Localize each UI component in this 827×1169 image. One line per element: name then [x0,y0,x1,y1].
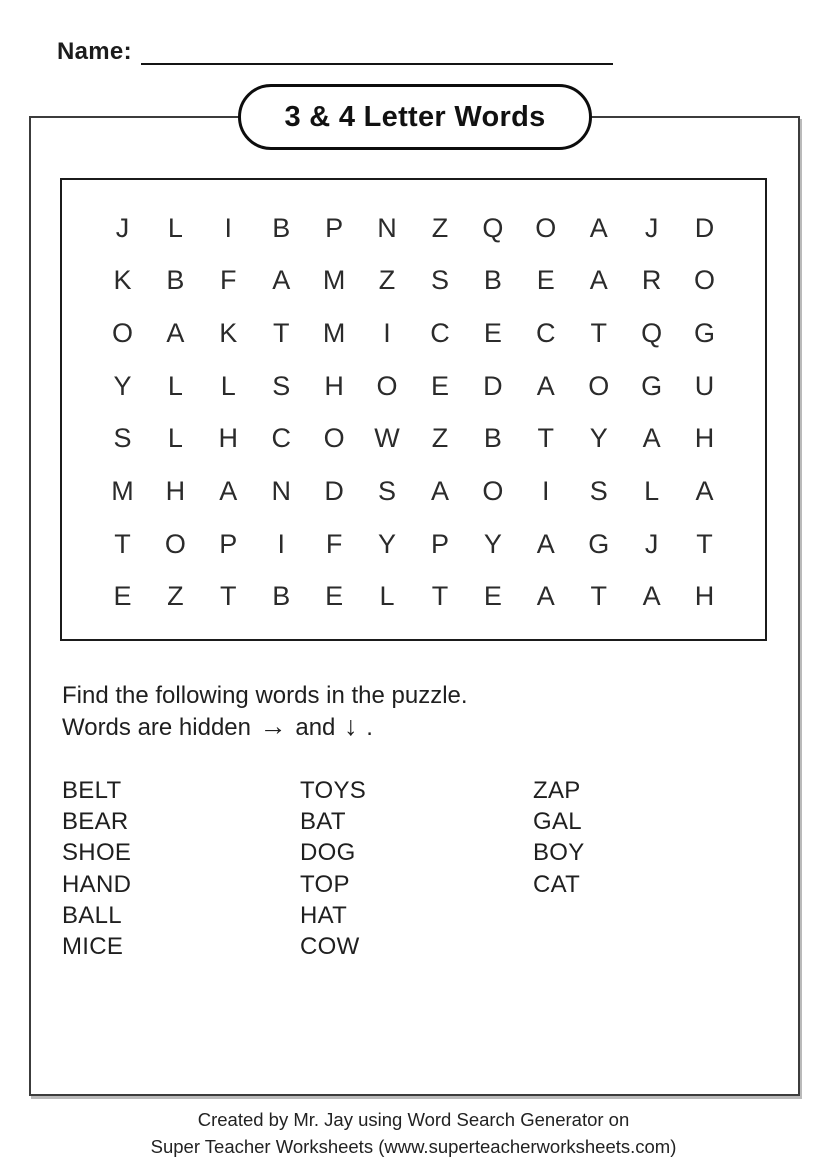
grid-letter: Y [589,423,608,454]
instructions-line2 [62,711,468,743]
grid-letter: M [111,475,134,506]
grid-letter: E [113,581,132,612]
grid-letter: N [377,212,397,243]
grid-letter: E [483,581,502,612]
word-item: TOYS [300,777,367,804]
grid-letter: S [378,475,397,506]
grid-letter: H [694,581,715,612]
grid-letter: F [325,528,343,559]
name-blank-line [141,63,613,65]
instructions-line2-text: Words are hidden [62,714,251,741]
down-arrow-icon: ↓ [344,711,358,741]
grid-letter: E [483,318,502,349]
page-title: 3 & 4 Letter Words [284,100,546,133]
grid-letter: Y [378,528,397,559]
grid-letter: A [642,423,661,454]
grid-letter: B [272,581,291,612]
grid-letter: K [219,318,238,349]
grid-letter: B [483,423,502,454]
grid-letter: M [322,318,346,349]
grid-letter: Y [113,370,132,401]
grid-letter: E [536,265,555,296]
word-item: COW [300,933,360,961]
grid-letter: I [383,318,391,349]
name-label: Name: [57,38,132,65]
grid-letter: S [430,265,449,296]
grid-letter: Q [482,212,504,243]
grid-letter: Q [641,318,663,349]
grid-letter: P [219,528,238,559]
word-item: HAND [62,870,132,898]
grid-letter: P [325,212,344,243]
grid-letter: B [483,265,502,296]
grid-letter: T [590,581,607,612]
grid-letter: I [224,212,233,243]
grid-letter: T [220,581,237,612]
grid-letter: A [430,475,449,506]
grid-letter: L [220,370,236,401]
grid-letter: L [644,475,660,506]
footer-line2: Super Teacher Worksheets (www.superteacherworksheets.com) [150,1136,677,1157]
grid-letter: T [590,318,607,349]
grid-letter: O [376,370,398,401]
word-item: TOP [300,870,350,898]
grid-letter: P [430,528,449,559]
word-column [300,775,533,962]
right-arrow-icon: → [259,711,287,741]
grid-letter: O [323,423,345,454]
puzzle-box [60,178,767,641]
grid-letter: A [166,318,185,349]
grid-letter: U [694,370,715,401]
grid-letter: M [322,265,346,296]
instructions [62,680,468,743]
grid-letter: L [167,370,183,401]
instructions-line1: Find the following words in the puzzle. [62,682,468,709]
grid-letter: T [537,423,555,454]
grid-letter: Z [431,212,449,243]
grid-letter: Z [167,581,184,612]
grid-letter: R [641,265,662,296]
grid-letter: C [271,423,291,454]
grid-letter: Y [483,528,502,559]
grid-letter: W [374,423,400,454]
instructions-and-text: and [295,714,336,741]
grid-letter: O [482,475,504,506]
word-column [62,775,300,962]
word-item: HAT [300,901,348,929]
grid-letter: C [430,318,450,349]
grid-letter: D [694,212,715,243]
title-pill [238,84,592,150]
grid-letter: A [589,265,608,296]
grid-letter: L [167,423,183,454]
grid-letter: N [271,475,291,506]
grid-letter: O [535,212,557,243]
grid-letter: A [536,581,555,612]
grid-letter: Z [431,423,449,454]
grid-letter: A [272,265,291,296]
grid-letter: E [325,581,344,612]
grid-letter: A [589,212,608,243]
grid-letter: H [324,370,344,401]
grid-letter: O [111,318,133,349]
grid-letter: B [272,212,291,243]
grid-letter: A [536,370,555,401]
grid-letter: O [588,370,610,401]
grid-letter: Z [378,265,396,296]
grid-letter: T [431,581,449,612]
grid-letter: A [536,528,555,559]
grid-letter: S [589,475,608,506]
footer [0,1106,827,1160]
grid-letter: D [483,370,503,401]
word-item: SHOE [62,839,132,867]
grid-letter: O [164,528,186,559]
word-item: BELT [62,777,122,804]
grid-letter: D [324,475,344,506]
grid-letter: T [696,528,713,559]
grid-letter: C [536,318,556,349]
word-item: GAL [533,808,582,836]
grid-letter: I [277,528,285,559]
word-item: BAT [300,808,346,836]
grid-letter: O [694,265,716,296]
grid-letter: H [694,423,715,454]
grid-letter: E [430,370,449,401]
word-item: DOG [300,839,356,867]
word-item: BOY [533,839,585,867]
grid-letter: J [115,212,130,243]
instructions-period: . [366,714,373,741]
grid-letter: L [379,581,395,612]
name-row [57,38,613,66]
grid-letter: T [114,528,131,559]
grid-letter: G [641,370,663,401]
grid-letter: A [219,475,238,506]
grid-letter: I [542,475,550,506]
grid-letter: L [167,212,183,243]
grid-letter: F [220,265,237,296]
word-item: MICE [62,933,124,961]
grid-letter: T [272,318,290,349]
footer-line1: Created by Mr. Jay using Word Search Generator on [197,1109,630,1130]
word-item: ZAP [533,777,581,804]
grid-letter: G [694,318,716,349]
grid-letter: J [644,528,659,559]
grid-letter: S [272,370,291,401]
word-item: CAT [533,870,581,898]
word-column [533,775,585,962]
word-item: BEAR [62,808,129,836]
grid-letter: S [113,423,132,454]
grid-letter: A [695,475,714,506]
word-list [62,775,767,962]
grid-letter: K [113,265,132,296]
grid-letter: A [642,581,661,612]
grid-letter: G [588,528,610,559]
grid-letter: H [165,475,186,506]
puzzle-grid [62,180,765,639]
grid-letter: H [218,423,239,454]
grid-letter: J [644,212,659,243]
grid-letter: B [166,265,185,296]
word-item: BALL [62,901,122,929]
